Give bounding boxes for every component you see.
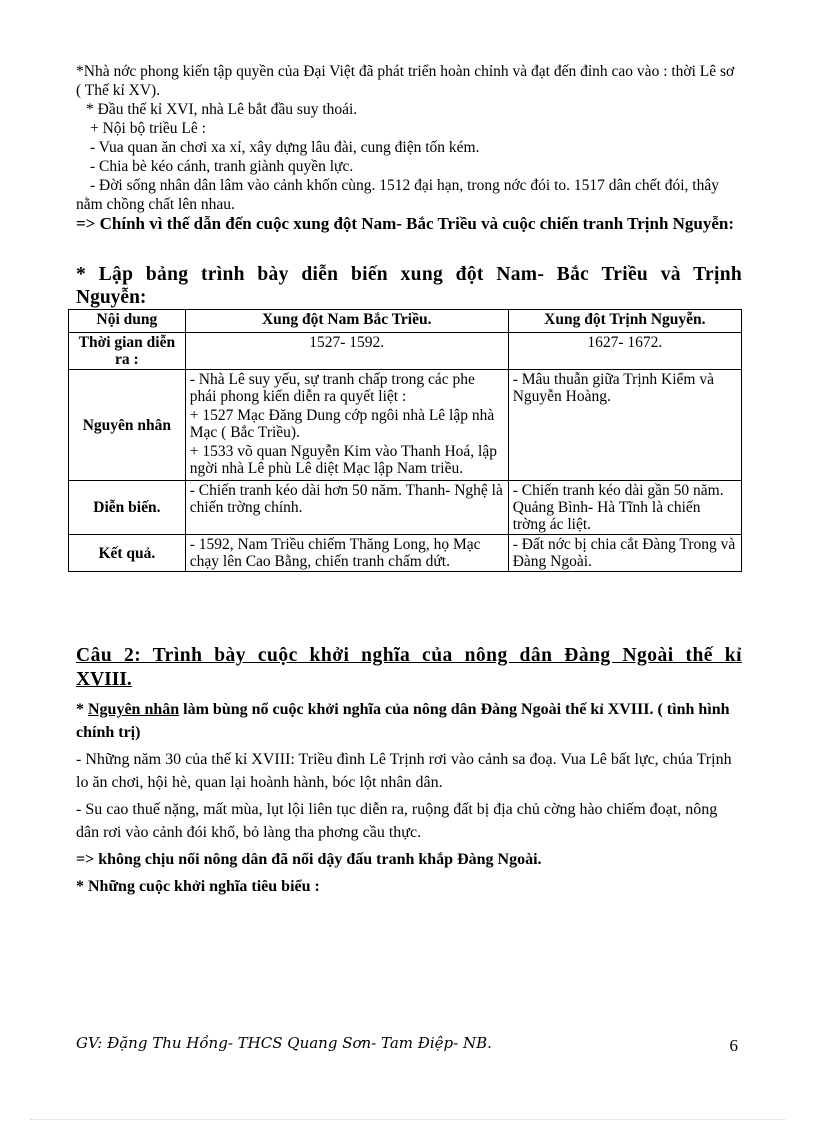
cell-events-trinh-nguyen: - Chiến tranh kéo dài gần 50 năm. Quảng Bình- Hà Tĩnh là chiến trờng ác liệt.	[508, 481, 741, 535]
page-number: 6	[729, 1036, 738, 1055]
table-row-time	[69, 333, 742, 370]
table-row-result	[69, 535, 742, 572]
cell-events-nam-bac: - Chiến tranh kéo dài hơn 50 năm. Thanh- Nghệ là chiến trờng chính.	[185, 481, 508, 535]
row-label-time: Thời gian diễn ra :	[69, 333, 186, 370]
cause-rest: làm bùng nổ cuộc khởi nghĩa của nông dân Đàng Ngoài thế kỉ XVIII. ( tình hình chính trị)	[76, 701, 730, 741]
cause-line-b: + 1527 Mạc Đăng Dung cớp ngôi nhà Lê lập nhà Mạc ( Bắc Triều).	[189, 407, 495, 441]
table-heading-line-1: * Lập bảng trình bày diễn biến xung đột Nam- Bắc Triều và Trịnh	[76, 264, 742, 285]
cause-heading	[76, 698, 742, 744]
cause-prefix: *	[76, 701, 88, 718]
cell-cause-nam-bac	[185, 370, 508, 481]
intro-paragraph-2: * Đầu thế kỉ XVI, nhà Lê bắt đầu suy thoái.	[86, 101, 358, 118]
intro-paragraph-5: - Chia bè kéo cánh, tranh giành quyền lực.	[90, 158, 354, 175]
question-2-body	[76, 698, 742, 898]
question-2-paragraph-2: - Su cao thuế nặng, mất mùa, lụt lội liên tục diễn ra, ruộng đất bị địa chủ cờng hào chiếm đoạt, nông dân rơi vào cảnh đói khổ, bỏ làng tha phơng cầu thực.	[76, 801, 718, 841]
question-2-title-line-2: XVIII.	[76, 669, 132, 690]
header-trinh-nguyen: Xung đột Trịnh Nguyễn.	[508, 310, 741, 333]
cell-cause-trinh-nguyen: - Mâu thuẫn giữa Trịnh Kiểm và Nguyễn Hoàng.	[508, 370, 741, 481]
table-heading-line-2: Nguyễn:	[76, 287, 147, 308]
question-2-paragraph-1: - Những năm 30 của thế kỉ XVIII: Triều đình Lê Trịnh rơi vào cảnh sa đoạ. Vua Lê bất lực, chúa Trịnh lo ăn chơi, hội hè, quan lại hoành hành, bóc lột nhân dân.	[76, 751, 732, 791]
header-content: Nội dung	[69, 310, 186, 333]
intro-conclusion: => Chính vì thế dẫn đến cuộc xung đột Nam- Bắc Triều và cuộc chiến tranh Trịnh Nguyễn:	[76, 214, 735, 233]
intro-paragraph-6: - Đời sống nhân dân lâm vào cảnh khốn cùng. 1512 đại hạn, trong nớc đói to. 1517 dân chết đói, thây nằm chồng chất lên nhau.	[76, 177, 719, 213]
row-label-cause: Nguyên nhân	[69, 370, 186, 481]
cause-underlined: Nguyên nhân	[88, 701, 180, 718]
cell-time-nam-bac: 1527- 1592.	[185, 333, 508, 370]
footer-author: GV: Đặng Thu Hồng- THCS Quang Sơn- Tam Điệp- NB.	[76, 1034, 492, 1052]
cause-line-a: - Nhà Lê suy yếu, sự tranh chấp trong các phe phái phong kiến diễn ra quyết liệt :	[189, 371, 475, 405]
table-row-cause	[69, 370, 742, 481]
cause-line-c: + 1533 võ quan Nguyễn Kim vào Thanh Hoá, lập ngời nhà Lê phù Lê diệt Mạc lập Nam triều.	[189, 443, 497, 477]
row-label-result: Kết quả.	[69, 535, 186, 572]
intro-paragraph-1: *Nhà nớc phong kiến tập quyền của Đại Việt đã phát triển hoàn chỉnh và đạt đến đỉnh cao vào : thời Lê sơ ( Thế kỉ XV).	[76, 63, 735, 99]
question-2-title-line-1: Câu 2: Trình bày cuộc khởi nghĩa của nông dân Đàng Ngoài thế kỉ	[76, 645, 742, 666]
comparison-table	[68, 309, 742, 572]
table-header-row	[69, 310, 742, 333]
question-2-uprisings-heading: * Những cuộc khởi nghĩa tiêu biểu :	[76, 878, 320, 895]
header-nam-bac-trieu: Xung đột Nam Bắc Triều.	[185, 310, 508, 333]
cell-time-trinh-nguyen: 1627- 1672.	[508, 333, 741, 370]
table-row-events	[69, 481, 742, 535]
document-page	[76, 62, 742, 902]
question-2-conclusion: => không chịu nổi nông dân đã nổi dậy đấu tranh khắp Đàng Ngoài.	[76, 851, 542, 868]
intro-paragraph-4: - Vua quan ăn chơi xa xỉ, xây dựng lâu đài, cung điện tốn kém.	[90, 139, 480, 156]
cell-result-trinh-nguyen: - Đất nớc bị chia cắt Đàng Trong và Đàng Ngoài.	[508, 535, 741, 572]
page-bottom-divider	[30, 1119, 786, 1120]
cell-result-nam-bac: - 1592, Nam Triều chiếm Thăng Long, họ Mạc chạy lên Cao Bằng, chiến tranh chấm dứt.	[185, 535, 508, 572]
row-label-events: Diễn biến.	[69, 481, 186, 535]
intro-paragraph-3: + Nội bộ triều Lê :	[90, 120, 206, 137]
